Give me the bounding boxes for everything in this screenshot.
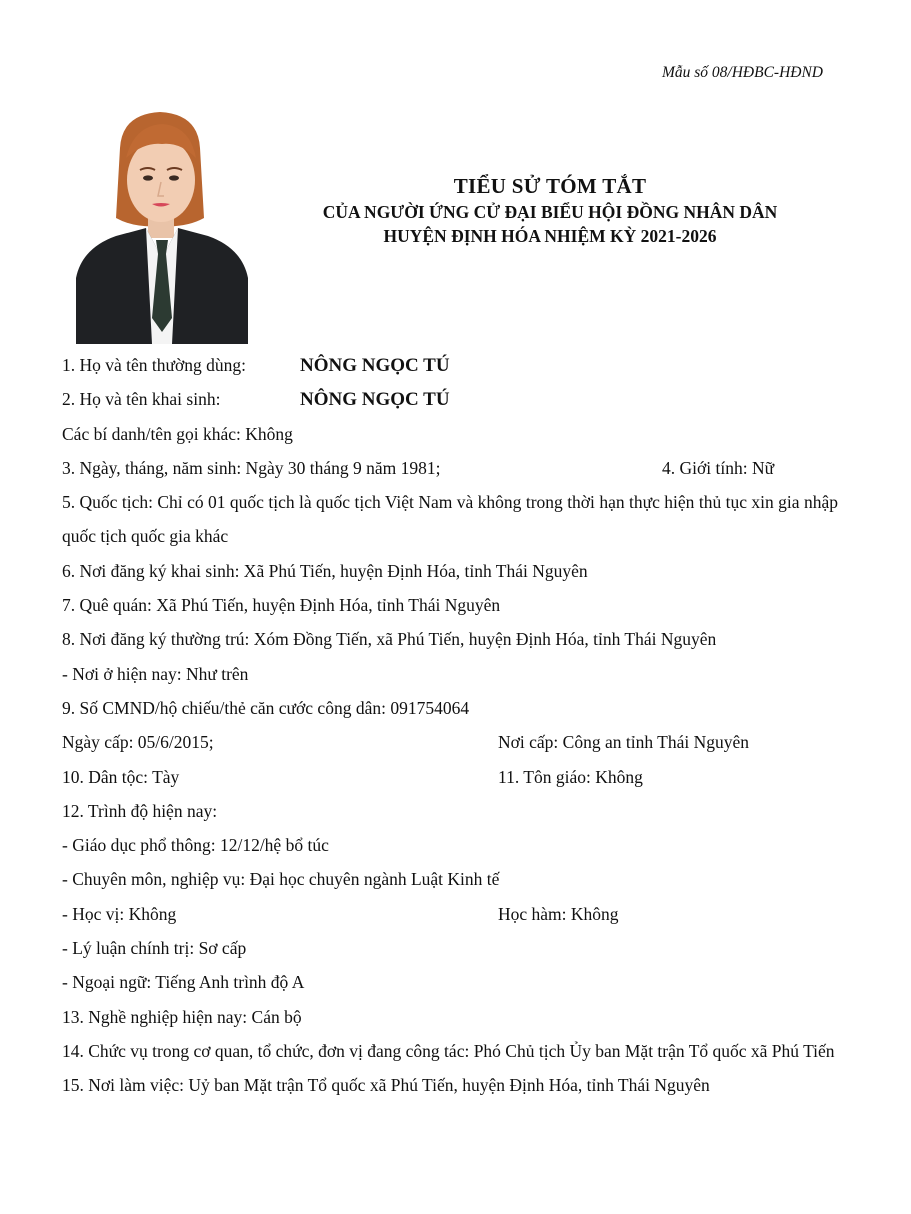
birth-name-row	[62, 382, 838, 416]
occupation-text: 13. Nghề nghiệp hiện nay: Cán bộ	[62, 1006, 302, 1027]
issue-date-text: Ngày cấp: 05/6/2015;	[62, 732, 214, 753]
permanent-residence-text: 8. Nơi đăng ký thường trú: Xóm Đồng Tiến, xã Phú Tiến, huyện Định Hóa, tỉnh Thái Nguyên	[62, 629, 717, 650]
ethnicity-religion-row	[62, 760, 838, 794]
workplace-text: 15. Nơi làm việc: Uỷ ban Mặt trận Tổ quốc xã Phú Tiến, huyện Định Hóa, tỉnh Thái Nguyên	[62, 1075, 710, 1096]
id-issue-row	[62, 725, 838, 759]
dob-text: 3. Ngày, tháng, năm sinh: Ngày 30 tháng 9 năm 1981;	[62, 457, 441, 478]
position-text: 14. Chức vụ trong cơ quan, tổ chức, đơn vị đang công tác: Phó Chủ tịch Ủy ban Mặt trận Tổ quốc xã Phú Tiến	[62, 1040, 835, 1061]
education-heading: 12. Trình độ hiện nay:	[62, 800, 218, 821]
hometown-text: 7. Quê quán: Xã Phú Tiến, huyện Định Hóa, tỉnh Thái Nguyên	[62, 595, 501, 616]
form-code: Mẫu số 08/HĐBC-HĐND	[661, 64, 823, 81]
birth-name-value: NÔNG NGỌC TÚ	[300, 389, 450, 411]
document-title: TIỂU SỬ TÓM TẮT	[453, 174, 647, 198]
nationality-text: 5. Quốc tịch: Chỉ có 01 quốc tịch là quốc tịch Việt Nam và không trong thời hạn thực hiện thủ tục xin gia nhập quốc tịch quốc gia khác	[62, 492, 838, 547]
common-name-row	[62, 348, 838, 382]
academic-title-text: Học hàm: Không	[498, 903, 619, 924]
document-subtitle-2: HUYỆN ĐỊNH HÓA NHIỆM KỲ 2021-2026	[383, 226, 717, 246]
degree-text: - Học vị: Không	[62, 903, 177, 924]
degree-row	[62, 897, 838, 931]
birth-registration-text: 6. Nơi đăng ký khai sinh: Xã Phú Tiến, huyện Định Hóa, tỉnh Thái Nguyên	[62, 560, 588, 581]
ethnicity-text: 10. Dân tộc: Tày	[62, 766, 180, 787]
aliases-row: Các bí danh/tên gọi khác: Không	[62, 423, 293, 444]
common-name-value: NÔNG NGỌC TÚ	[300, 355, 450, 376]
foreign-language-text: - Ngoại ngữ: Tiếng Anh trình độ A	[62, 972, 305, 993]
general-education-text: - Giáo dục phổ thông: 12/12/hệ bổ túc	[62, 835, 329, 856]
dob-gender-row	[62, 451, 838, 485]
birth-name-label: 2. Họ và tên khai sinh:	[62, 389, 221, 410]
portrait-photo	[76, 108, 248, 344]
document-subtitle-1: CỦA NGƯỜI ỨNG CỬ ĐẠI BIỂU HỘI ĐỒNG NHÂN DÂN	[322, 202, 778, 222]
gender-text: 4. Giới tính: Nữ	[662, 457, 775, 478]
common-name-label: 1. Họ và tên thường dùng:	[62, 355, 246, 375]
issue-place-text: Nơi cấp: Công an tỉnh Thái Nguyên	[498, 732, 749, 753]
biography-content	[62, 348, 838, 1103]
document-heading	[240, 172, 860, 248]
current-residence-text: - Nơi ở hiện nay: Như trên	[62, 663, 249, 684]
id-number-text: 9. Số CMND/hộ chiếu/thẻ căn cước công dân: 091754064	[62, 697, 470, 718]
religion-text: 11. Tôn giáo: Không	[498, 766, 643, 787]
professional-text: - Chuyên môn, nghiệp vụ: Đại học chuyên ngành Luật Kinh tế	[62, 869, 500, 890]
political-theory-text: - Lý luận chính trị: Sơ cấp	[62, 938, 247, 959]
